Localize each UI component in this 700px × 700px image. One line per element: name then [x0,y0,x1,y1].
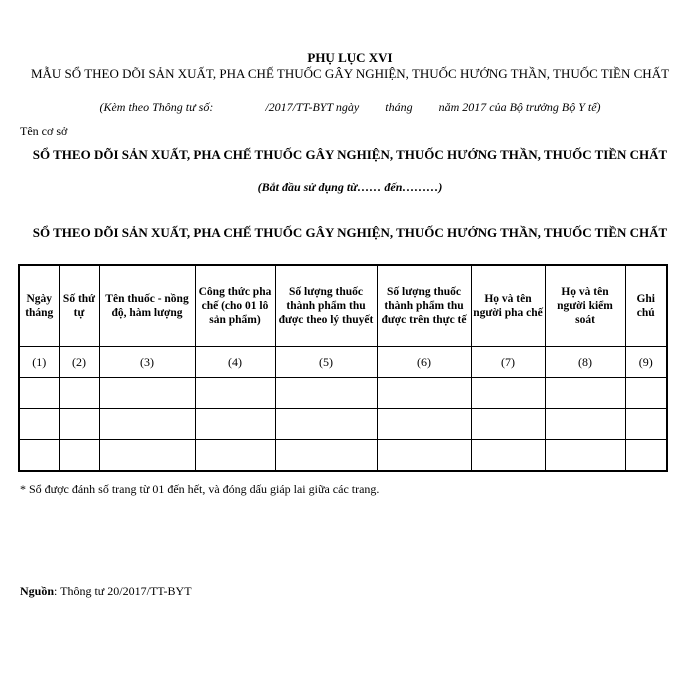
column-number: (4) [195,347,275,378]
appendix-label: PHỤ LỤC XVI [307,50,393,65]
main-title: MẪU SỔ THEO DÕI SẢN XUẤT, PHA CHẾ THUỐC GÂY NGHIỆN, THUỐC HƯỚNG THẦN, THUỐC TIỀN CHẤT [30,66,670,81]
empty-cell [377,440,471,472]
header-preparer-name: Họ và tên người pha chế [471,265,545,347]
source-line [20,584,192,599]
column-number: (8) [545,347,625,378]
empty-cell [625,378,667,409]
column-number: (1) [19,347,59,378]
empty-cell [471,378,545,409]
table-row [19,440,667,472]
empty-cell [625,440,667,472]
empty-cell [377,409,471,440]
header-date: Ngày tháng [19,265,59,347]
empty-cell [195,378,275,409]
circular-note [0,100,700,115]
header-actual-quantity: Số lượng thuốc thành phẩm thu được trên thực tế [377,265,471,347]
column-number: (2) [59,347,99,378]
header-drug-name: Tên thuốc - nồng độ, hàm lượng [99,265,195,347]
empty-cell [471,440,545,472]
ledger-table [18,264,668,472]
header-order-number: Số thứ tự [59,265,99,347]
column-number: (9) [625,347,667,378]
source-text: : Thông tư 20/2017/TT-BYT [54,584,192,598]
empty-cell [545,440,625,472]
empty-cell [59,440,99,472]
circular-note-part2: /2017/TT-BYT ngày [265,100,360,114]
empty-cell [19,440,59,472]
book-title: SỔ THEO DÕI SẢN XUẤT, PHA CHẾ THUỐC GÂY NGHIỆN, THUỐC HƯỚNG THẦN, THUỐC TIỀN CHẤT [32,147,668,162]
column-number-row [19,347,667,378]
header-controller-name: Họ và tên người kiểm soát [545,265,625,347]
column-number: (3) [99,347,195,378]
empty-cell [99,440,195,472]
header-notes: Ghi chú [625,265,667,347]
empty-cell [19,378,59,409]
empty-cell [275,440,377,472]
table-title: SỔ THEO DÕI SẢN XUẤT, PHA CHẾ THUỐC GÂY NGHIỆN, THUỐC HƯỚNG THẦN, THUỐC TIỀN CHẤT [32,225,668,240]
table-row [19,378,667,409]
circular-note-part4: năm 2017 của Bộ trưởng Bộ Y tế) [438,100,601,114]
empty-cell [275,378,377,409]
empty-cell [377,378,471,409]
empty-cell [471,409,545,440]
empty-cell [99,378,195,409]
column-number: (5) [275,347,377,378]
header-row [19,265,667,347]
empty-cell [59,378,99,409]
table-row [19,409,667,440]
circular-note-part3: tháng [385,100,413,114]
column-number: (7) [471,347,545,378]
empty-cell [195,440,275,472]
column-number: (6) [377,347,471,378]
header-theoretical-quantity: Số lượng thuốc thành phẩm thu được theo lý thuyết [275,265,377,347]
usage-note: (Bắt đầu sử dụng từ…… đến………) [257,180,443,194]
empty-cell [625,409,667,440]
empty-cell [545,409,625,440]
empty-cell [195,409,275,440]
source-label: Nguồn [20,584,55,598]
empty-cell [275,409,377,440]
footnote: * Sổ được đánh số trang từ 01 đến hết, và đóng dấu giáp lai giữa các trang. [20,482,380,496]
empty-cell [19,409,59,440]
empty-cell [545,378,625,409]
empty-cell [59,409,99,440]
empty-cell [99,409,195,440]
header-formula: Công thức pha chế (cho 01 lô sản phẩm) [195,265,275,347]
circular-note-part1: (Kèm theo Thông tư số: [99,100,214,114]
facility-label: Tên cơ sở [20,124,68,138]
